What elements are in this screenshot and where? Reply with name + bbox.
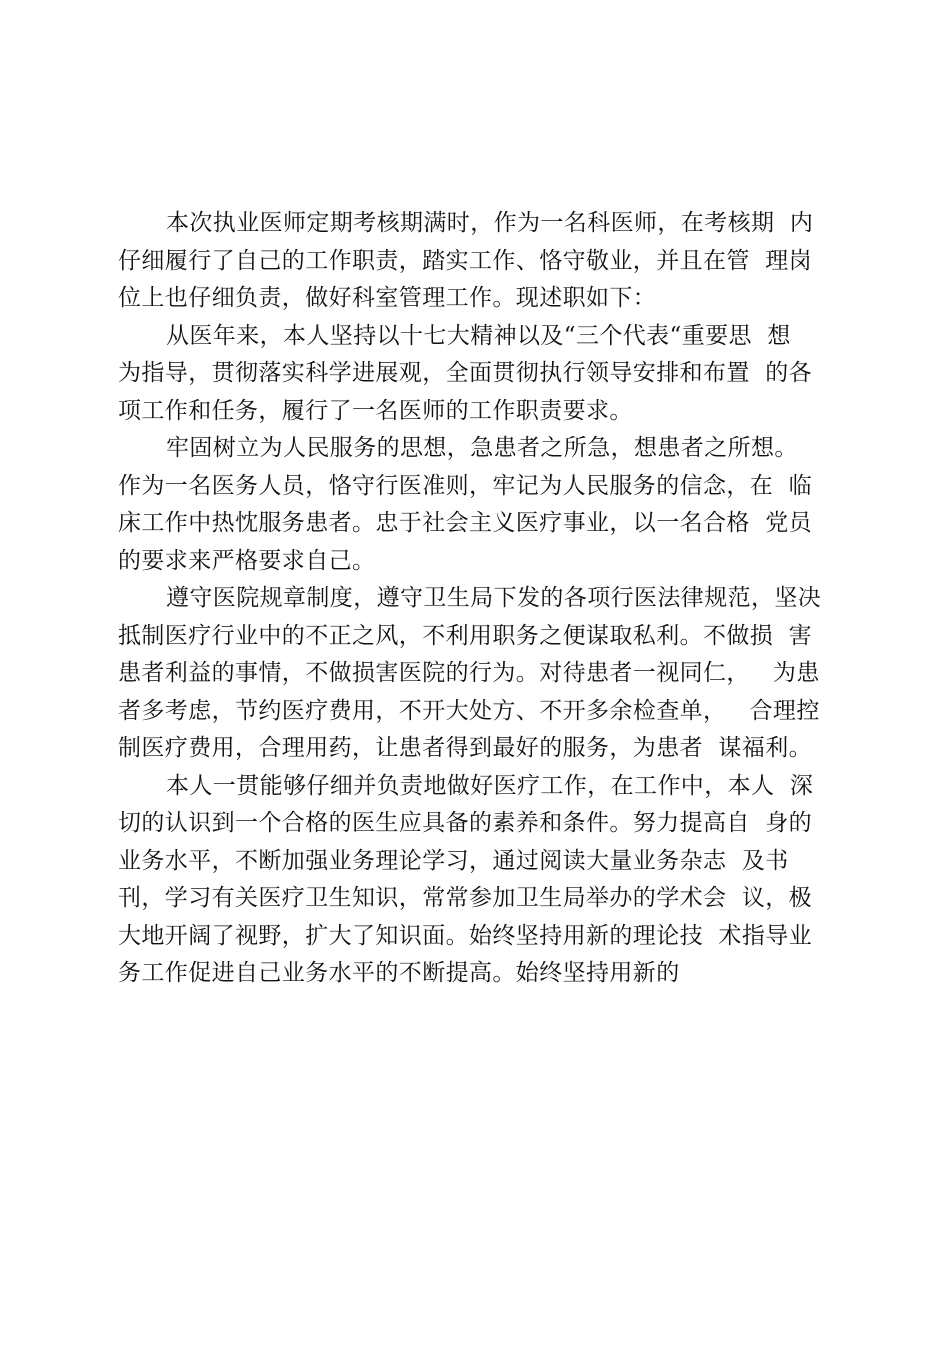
paragraph-line: 制医疗费用，合理用药，让患者得到最好的服务，为患者 谋福利。 [118, 735, 813, 761]
paragraph-line: 为指导，贯彻落实科学进展观，全面贯彻执行领导安排和布置 的各 [118, 360, 813, 386]
paragraph-2 [118, 318, 863, 431]
paragraph-line: 床工作中热忱服务患者。忠于社会主义医疗事业，以一名合格 党员 [118, 510, 813, 536]
paragraph-line: 本人一贯能够仔细并负责地做好医疗工作，在工作中，本人 深 [166, 772, 814, 799]
paragraph-3 [118, 430, 863, 580]
paragraph-line: 者多考虑，节约医疗费用，不开大处方、不开多余检查单， 合理控 [118, 697, 820, 724]
paragraph-line: 仔细履行了自己的工作职责，踏实工作、恪守敬业，并且在管 理岗 [118, 247, 813, 274]
paragraph-line: 业务水平，不断加强业务理论学习，通过阅读大量业务杂志 及书 [118, 847, 789, 874]
paragraph-line: 务工作促进自己业务水平的不断提高。始终坚持用新的 [118, 960, 680, 986]
paragraph-line: 位上也仔细负责，做好科室管理工作。现述职如下： [118, 285, 657, 311]
paragraph-line: 患者利益的事情，不做损害医院的行为。对待患者一视同仁， 为患 [118, 660, 820, 686]
paragraph-4 [118, 580, 863, 768]
paragraph-line: 本次执业医师定期考核期满时，作为一名科医师，在考核期 内 [166, 210, 814, 236]
paragraph-line: 牢固树立为人民服务的思想，急患者之所急，想患者之所想。 [166, 435, 798, 461]
paragraph-line: 遵守医院规章制度，遵守卫生局下发的各项行医法律规范，坚决 [166, 585, 822, 611]
paragraph-line: 大地开阔了视野，扩大了知识面。始终坚持用新的理论技 术指导业 [118, 922, 813, 949]
paragraph-line: 项工作和任务，履行了一名医师的工作职责要求。 [118, 397, 633, 424]
paragraph-line: 的要求来严格要求自己。 [118, 547, 376, 574]
paragraph-line: 抵制医疗行业中的不正之风，不利用职务之便谋取私利。不做损 害 [118, 622, 813, 649]
paragraph-5 [118, 768, 863, 993]
paragraph-1 [118, 205, 863, 318]
paragraph-line: 从医年来，本人坚持以十七大精神以及“三个代表“重要思 想 [166, 322, 791, 349]
paragraph-line: 作为一名医务人员，恪守行医准则，牢记为人民服务的信念，在 临 [118, 472, 813, 499]
paragraph-line: 刊，学习有关医疗卫生知识，常常参加卫生局举办的学术会 议，极 [118, 885, 813, 911]
paragraph-line: 切的认识到一个合格的医生应具备的素养和条件。努力提高自 身的 [118, 810, 813, 836]
document-body [118, 205, 863, 993]
